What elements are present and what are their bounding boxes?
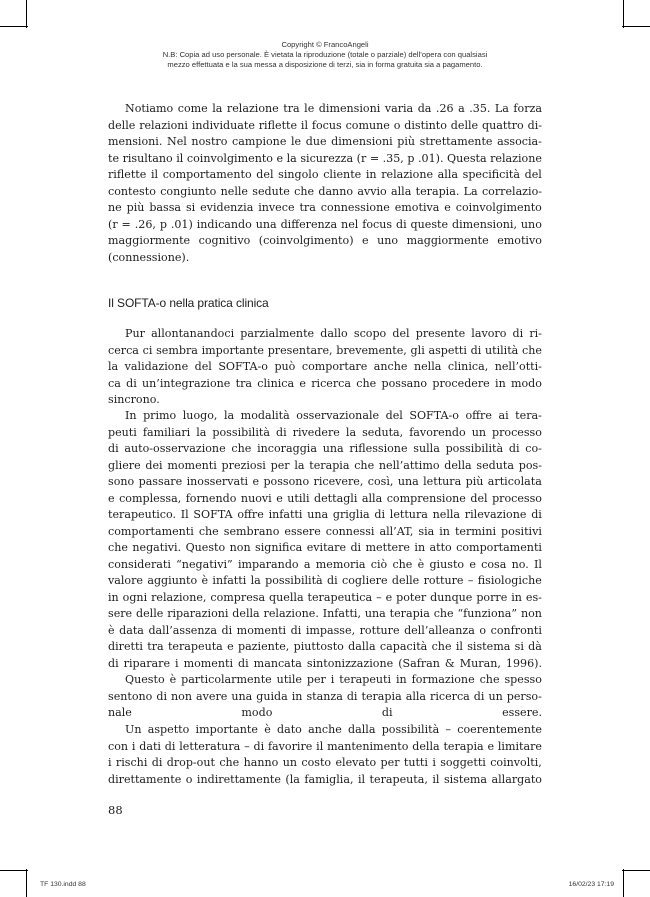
text-line: sere delle riparazioni della relazione. Infatti, una terapia che “funziona” non [108, 607, 542, 620]
text-line: (connessione). [108, 250, 190, 264]
text-line: sentono di non avere una guida in stanza di terapia alla ricerca di un perso- [108, 689, 542, 703]
text-line: peuti familiari la possibilità di rivedere la seduta, favorendo un processo [108, 425, 542, 439]
text-line: nale modo di essere. [108, 706, 542, 719]
crop-mark [26, 869, 27, 897]
paragraph-1 [108, 101, 542, 266]
text-line: delle relazioni individuate riflette il focus comune o distinto delle quattro di- [108, 118, 542, 132]
crop-mark [622, 26, 650, 27]
text-line: Un aspetto importante è dato anche dalla possibilità – coerentemente [125, 723, 542, 736]
text-line: Questo è particolarmente utile per i terapeuti in formazione che spesso [125, 673, 542, 686]
crop-mark [623, 0, 624, 28]
paragraph-2 [108, 326, 542, 409]
slug-timestamp: 16/02/23 17:19 [568, 881, 614, 888]
text-line: comportamenti che sembrano essere connessi all’AT, sia in termini positivi [108, 524, 542, 538]
text-line: di auto-osservazione che incoraggia una riflessione sulla possibilità di co- [108, 442, 542, 455]
text-line: Notiamo come la relazione tra le dimensioni varia da .26 a .35. La forza [125, 102, 542, 115]
paragraph-3 [108, 408, 542, 672]
text-line: gliere dei momenti preziosi per la terapia che nell’attimo della seduta pos- [108, 458, 542, 472]
text-line: cerca ci sembra importante presentare, brevemente, gli aspetti di utilità che [108, 343, 542, 357]
crop-mark [622, 870, 650, 871]
text-line: che negativi. Questo non significa evitare di mettere in atto comportamenti [108, 541, 542, 554]
text-line: sono passare inosservati e possono ricevere, così, una lettura più articolata [108, 475, 542, 488]
text-line: maggiormente cognitivo (coinvolgimento) e uno maggiormente emotivo [108, 234, 542, 247]
text-line: terapeutico. Il SOFTA offre infatti una griglia di lettura nella rilevazione di [108, 508, 542, 521]
crop-mark [0, 870, 28, 871]
copyright-line: Copyright © FrancoAngeli [281, 40, 369, 49]
text-line: te risultano il coinvolgimento e la sicurezza (r = .35, p .01). Questa relazione [108, 151, 542, 165]
text-line: mensioni. Nel nostro campione le due dimensioni più strettamente associa- [108, 135, 542, 148]
paragraph-4 [108, 672, 542, 722]
text-line: la validazione del SOFTA-o può comportare anche nella clinica, nell’otti- [108, 360, 542, 373]
text-line: Pur allontanandoci parzialmente dallo scopo del presente lavoro di ri- [125, 327, 542, 340]
text-line: è data dall’assenza di momenti di impasse, rotture dell’alleanza o confronti [108, 623, 542, 637]
copyright-disclaimer-line: mezzo effettuata e la sua messa a disposizione di terzi, sia in forma gratuita sia a pagamento. [167, 60, 483, 69]
text-line: sincrono. [108, 393, 160, 406]
page-number: 88 [108, 803, 123, 817]
text-line: direttamente o indirettamente (la famiglia, il terapeuta, il sistema allargato [108, 772, 542, 786]
text-line: valore aggiunto è infatti la possibilità di cogliere delle rotture – fisiologiche [108, 574, 542, 587]
text-line: In primo luogo, la modalità osservazionale del SOFTA-o offre ai tera- [125, 409, 542, 422]
crop-mark [623, 869, 624, 897]
text-line: in ogni relazione, compresa quella terapeutica – e poter dunque porre in es- [108, 590, 542, 604]
crop-mark [26, 0, 27, 28]
crop-mark [0, 26, 28, 27]
text-line: ca di un’integrazione tra clinica e ricerca che possano procedere in modo [108, 376, 542, 390]
text-line: e complessa, fornendo nuovi e utili dettagli alla comprensione del processo [108, 491, 542, 505]
slug-file-info: TF 130.indd 88 [40, 881, 86, 888]
paragraph-5 [108, 722, 542, 788]
text-line: contesto congiunto nelle sedute che danno avvio alla terapia. La correlazio- [108, 184, 542, 198]
text-line: diretti tra terapeuta e paziente, piuttosto dalla capacità che il sistema si dà [108, 640, 542, 653]
text-line: (r = .26, p .01) indicando una differenza nel focus di queste dimensioni, uno [108, 217, 542, 231]
copyright-notice [0, 40, 650, 70]
text-line: considerati “negativi” imparando a memoria ciò che è giusto e cosa no. Il [108, 557, 542, 571]
text-line: i rischi di drop-out che hanno un costo elevato per tutti i soggetti coinvolti, [108, 756, 542, 769]
text-line: di riparare i momenti di mancata sintonizzazione (Safran & Muran, 1996). [108, 656, 542, 670]
section-heading: Il SOFTA-o nella pratica clinica [108, 296, 269, 310]
copyright-disclaimer-line: N.B: Copia ad uso personale. È vietata la riproduzione (totale o parziale) dell’opera con qualsiasi [162, 50, 488, 59]
text-line: riflette il comportamento del singolo cliente in relazione alla specificità del [108, 168, 542, 181]
text-line: con i dati di letteratura – di favorire il mantenimento della terapia e limitare [108, 739, 542, 753]
text-line: ne più bassa si evidenzia invece tra connessione emotiva e coinvolgimento [108, 201, 542, 214]
